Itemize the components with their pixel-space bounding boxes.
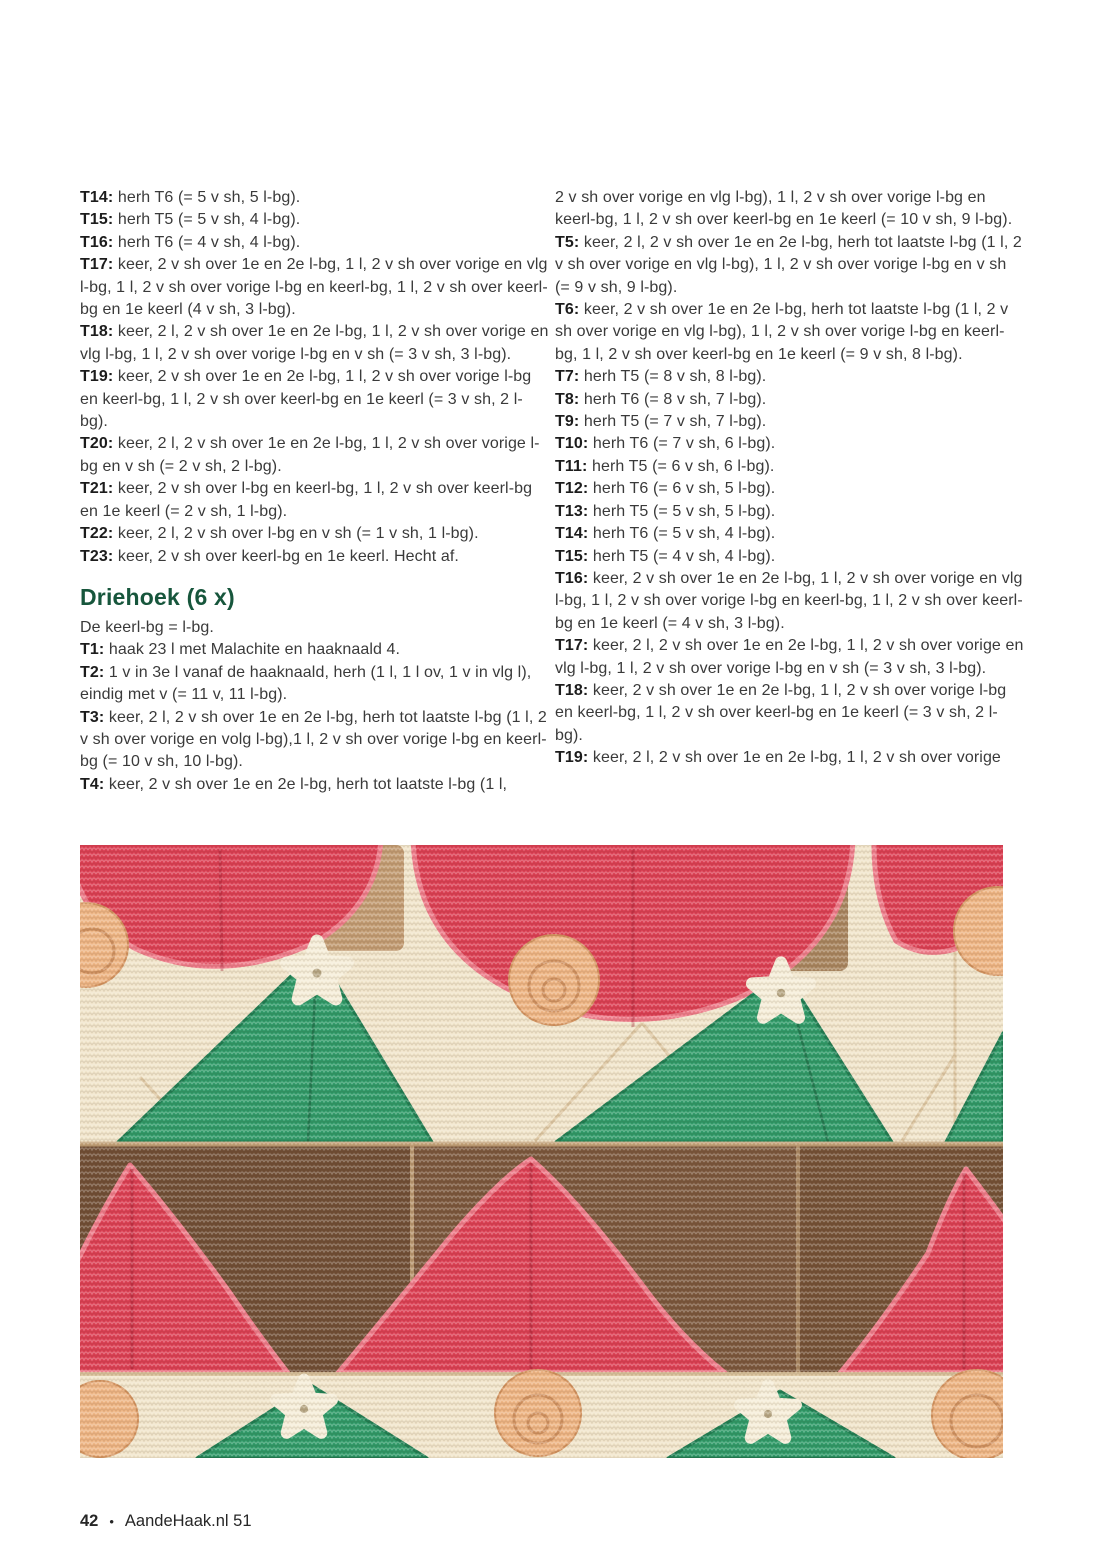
pattern-step (555, 635, 1025, 680)
step-text: 2 v sh over vorige en vlg l-bg), 1 l, 2 v sh over vorige l-bg en keerl-bg, 1 l, 2 v sh over keerl-bg en 1e keerl (= 10 v sh, 9 l-bg). (555, 189, 1013, 229)
step-text: keer, 2 v sh over 1e en 2e l-bg, 1 l, 2 v sh over vorige l-bg en keerl-bg, 1 l, 2 v sh over keerl-bg en 1e keerl (= 3 v sh, 2 l-bg). (80, 368, 532, 431)
pattern-text (555, 187, 1025, 232)
pattern-step (80, 433, 550, 478)
pattern-step (555, 478, 1025, 500)
step-text: herh T6 (= 7 v sh, 6 l-bg). (592, 435, 776, 453)
step-text: keer, 2 v sh over 1e en 2e l-bg, herh tot laatste l-bg (1 l, 2 v sh over vorige en vlg l-bg), 1 l, 2 v sh over vorige l-bg en keerl-bg, 1 l, 2 v sh over keerl-bg en 1e keerl (= 9 v sh, 8 l-bg). (555, 301, 1009, 363)
pattern-step (80, 366, 550, 433)
step-label: T1: (80, 641, 109, 659)
page-footer (80, 1512, 252, 1531)
step-label: T20: (80, 435, 118, 453)
step-label: T8: (555, 390, 584, 408)
pattern-step (80, 662, 550, 707)
step-label: T15: (80, 211, 118, 229)
step-label: T17: (555, 637, 593, 655)
magazine-name: AandeHaak.nl 51 (124, 1512, 252, 1530)
step-text: herh T5 (= 8 v sh, 8 l-bg). (583, 368, 767, 386)
step-text: haak 23 l met Malachite en haaknaald 4. (108, 641, 401, 659)
pattern-step (80, 546, 550, 568)
step-text: keer, 2 l, 2 v sh over 1e en 2e l-bg, herh tot laatste l-bg (1 l, 2 v sh over vorige en volg l-bg),1 l, 2 v sh over vorige l-bg en keerl-bg (= 10 v sh, 10 l-bg). (80, 708, 547, 771)
step-label: T6: (555, 301, 584, 319)
step-text: herh T5 (= 7 v sh, 7 l-bg). (583, 413, 767, 431)
step-text: keer, 2 v sh over 1e en 2e l-bg, 1 l, 2 v sh over vorige en vlg l-bg, 1 l, 2 v sh over vorige l-bg en keerl-bg, 1 l, 2 v sh over keerl-bg en 1e keerl (= 4 v sh, 3 l-bg). (555, 569, 1023, 632)
pattern-step (80, 639, 550, 661)
pattern-step (80, 523, 550, 545)
pattern-step (555, 501, 1025, 523)
step-label: T11: (555, 457, 592, 475)
step-label: T19: (555, 749, 593, 767)
pattern-step (555, 546, 1025, 568)
step-text: herh T6 (= 6 v sh, 5 l-bg). (592, 480, 776, 498)
step-label: T2: (80, 663, 109, 681)
step-label: T10: (555, 435, 593, 453)
pattern-step (80, 254, 550, 321)
step-label: T21: (80, 480, 118, 498)
pattern-step (555, 411, 1025, 433)
step-text: herh T6 (= 8 v sh, 7 l-bg). (583, 390, 767, 408)
step-label: T22: (80, 525, 118, 543)
footer-bullet: • (109, 1513, 114, 1529)
pattern-step (80, 209, 550, 231)
pattern-step (555, 232, 1025, 299)
step-label: T13: (555, 502, 593, 520)
right-column (555, 187, 1025, 770)
step-label: T15: (555, 547, 593, 565)
step-text: herh T6 (= 5 v sh, 4 l-bg). (592, 525, 776, 543)
step-text: keer, 2 v sh over keerl-bg en 1e keerl. Hecht af. (117, 547, 459, 565)
pattern-step (555, 389, 1025, 411)
step-text: keer, 2 v sh over 1e en 2e l-bg, 1 l, 2 v sh over vorige l-bg en keerl-bg, 1 l, 2 v sh over keerl-bg en 1e keerl (= 3 v sh, 2 l-bg). (555, 681, 1007, 744)
step-label: T3: (80, 708, 109, 726)
step-text: keer, 2 l, 2 v sh over 1e en 2e l-bg, 1 l, 2 v sh over vorige en vlg l-bg, 1 l, 2 v sh over vorige l-bg en v sh (= 3 v sh, 3 l-bg). (80, 323, 549, 363)
step-label: T14: (555, 525, 593, 543)
step-label: T17: (80, 256, 118, 274)
pattern-step (555, 568, 1025, 635)
step-text: 1 v in 3e l vanaf de haaknaald, herh (1 l, 1 l ov, 1 v in vlg l), eindig met v (= 11 v, 11 l-bg). (80, 663, 532, 704)
pattern-step (555, 456, 1025, 478)
step-label: T4: (80, 775, 109, 793)
step-label: T7: (555, 368, 584, 386)
pattern-step (555, 299, 1025, 366)
step-text: keer, 2 l, 2 v sh over 1e en 2e l-bg, 1 l, 2 v sh over vorige (592, 749, 1001, 767)
step-label: T12: (555, 480, 593, 498)
page-number: 42 (80, 1512, 99, 1530)
step-label: T19: (80, 368, 118, 386)
step-text: herh T6 (= 5 v sh, 5 l-bg). (117, 189, 301, 206)
step-label: T16: (80, 233, 118, 251)
left-column (80, 187, 550, 796)
step-text: keer, 2 l, 2 v sh over l-bg en v sh (= 1 v sh, 1 l-bg). (117, 525, 479, 543)
step-label: T16: (555, 569, 593, 587)
step-label: T23: (80, 547, 118, 565)
knit-texture-dark (80, 845, 1003, 1458)
pattern-step (555, 747, 1025, 769)
pattern-step (555, 433, 1025, 455)
step-text: herh T5 (= 4 v sh, 4 l-bg). (592, 547, 776, 565)
pattern-step (555, 680, 1025, 747)
step-label: T9: (555, 413, 584, 431)
step-text: herh T5 (= 5 v sh, 4 l-bg). (117, 211, 301, 229)
pattern-step (555, 523, 1025, 545)
pattern-step (80, 321, 550, 366)
pattern-step (80, 774, 550, 796)
step-text: keer, 2 v sh over l-bg en keerl-bg, 1 l, 2 v sh over keerl-bg en 1e keerl (= 2 v sh, 1 l-bg). (80, 480, 533, 520)
step-text: keer, 2 l, 2 v sh over 1e en 2e l-bg, herh tot laatste l-bg (1 l, 2 v sh over vorige en vlg l-bg), 1 l, 2 v sh over vorige l-bg en v sh (= 9 v sh, 9 l-bg). (555, 233, 1022, 296)
step-label: T18: (80, 323, 118, 341)
step-label: T5: (555, 233, 584, 251)
crochet-blanket-illustration (80, 845, 1003, 1458)
pattern-step (555, 366, 1025, 388)
step-text: keer, 2 v sh over 1e en 2e l-bg, herh tot laatste l-bg (1 l, (108, 775, 508, 793)
step-text: herh T5 (= 6 v sh, 6 l-bg). (591, 457, 775, 475)
pattern-step (80, 232, 550, 254)
step-text: keer, 2 l, 2 v sh over 1e en 2e l-bg, 1 l, 2 v sh over vorige l-bg en v sh (= 2 v sh, 2 l-bg). (80, 435, 540, 475)
pattern-step (80, 187, 550, 209)
pattern-step (80, 478, 550, 523)
step-text: herh T6 (= 4 v sh, 4 l-bg). (117, 233, 301, 251)
step-label: T14: (80, 189, 118, 206)
section-heading: Driehoek (6 x) (80, 583, 235, 610)
step-text: keer, 2 v sh over 1e en 2e l-bg, 1 l, 2 v sh over vorige en vlg l-bg, 1 l, 2 v sh over vorige l-bg en keerl-bg, 1 l, 2 v sh over keerl-bg en 1e keerl (4 v sh, 3 l-bg). (80, 256, 548, 319)
crochet-photo (80, 845, 1003, 1458)
step-label: T18: (555, 681, 593, 699)
step-text: keer, 2 l, 2 v sh over 1e en 2e l-bg, 1 l, 2 v sh over vorige en vlg l-bg, 1 l, 2 v sh over vorige l-bg en v sh (= 3 v sh, 3 l-bg). (555, 637, 1024, 677)
step-text: herh T5 (= 5 v sh, 5 l-bg). (592, 502, 776, 520)
step-text: De keerl-bg = l-bg. (80, 618, 214, 636)
pattern-step (80, 707, 550, 774)
pattern-text (80, 617, 550, 639)
